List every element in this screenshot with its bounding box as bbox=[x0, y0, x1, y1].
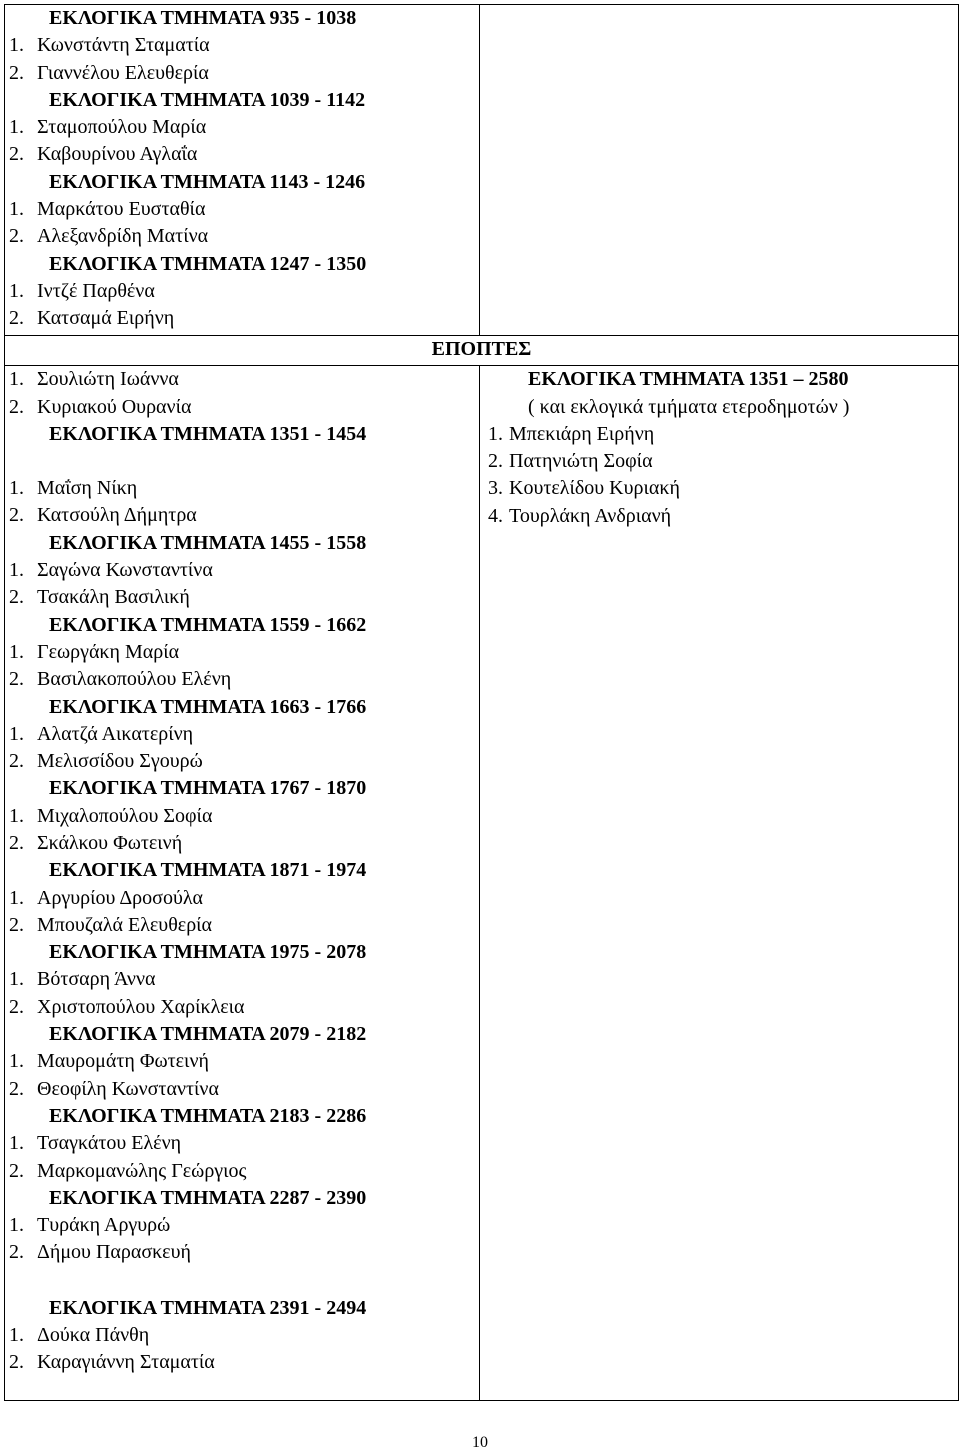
item-name: Γιαννέλου Ελευθερία bbox=[37, 61, 209, 84]
list-item: 2. Κυριακού Ουρανία bbox=[9, 395, 192, 418]
epoptes-title: ΕΠΟΠΤΕΣ bbox=[5, 336, 959, 366]
right-list-item bbox=[484, 448, 958, 475]
list-item bbox=[5, 305, 479, 332]
item-number: 2. bbox=[9, 668, 24, 691]
list-item: 1. Μαΐση Νίκη bbox=[9, 477, 138, 500]
list-item bbox=[5, 1158, 479, 1185]
item-name: Χριστοπούλου Χαρίκλεια bbox=[37, 995, 245, 1018]
section-header: ΕΚΛΟΓΙΚΑ ΤΜΗΜΑΤΑ 1559 - 1662 bbox=[49, 613, 367, 636]
item-name: Αργυρίου Δροσούλα bbox=[37, 886, 204, 909]
item-name: Κουτελίδου Κυριακή bbox=[509, 477, 680, 500]
item-name: Βότσαρη Άννα bbox=[37, 968, 156, 991]
spacer bbox=[5, 1267, 479, 1295]
item-name: Ιντζέ Παρθένα bbox=[37, 279, 155, 302]
list-item bbox=[5, 1048, 479, 1075]
item-name: Μπουζαλά Ελευθερία bbox=[37, 913, 213, 936]
item-name: Γεωργάκη Μαρία bbox=[37, 640, 180, 663]
section-header: ΕΚΛΟΓΙΚΑ ΤΜΗΜΑΤΑ 1247 - 1350 bbox=[49, 252, 367, 275]
item-number: 2. bbox=[9, 750, 24, 773]
item-number: 1. bbox=[9, 198, 24, 221]
item-number: 1. bbox=[9, 804, 24, 827]
item-number: 1. bbox=[9, 279, 24, 302]
item-number: 1. bbox=[9, 722, 24, 745]
list-item bbox=[5, 994, 479, 1021]
section-header: ΕΚΛΟΓΙΚΑ ΤΜΗΜΑΤΑ 1039 - 1142 bbox=[49, 88, 366, 111]
list-item bbox=[5, 639, 479, 666]
list-item bbox=[5, 141, 479, 168]
item-name: Μαρκάτου Ευσταθία bbox=[37, 198, 206, 221]
list-item: 2. Κατσούλη Δήμητρα bbox=[9, 504, 197, 527]
section-header: ΕΚΛΟΓΙΚΑ ΤΜΗΜΑΤΑ 1351 - 1454 bbox=[49, 422, 367, 445]
item-name: Τσακάλη Βασιλική bbox=[37, 586, 190, 609]
item-number: 2. bbox=[9, 913, 24, 936]
item-name: Δήμου Παρασκευή bbox=[37, 1241, 191, 1264]
item-name: Σταμοπούλου Μαρία bbox=[37, 116, 207, 139]
item-name: Μιχαλοπούλου Σοφία bbox=[37, 804, 213, 827]
item-name: Τουρλάκη Ανδριανή bbox=[509, 504, 672, 527]
right-list-item bbox=[484, 475, 958, 502]
section-header: ΕΚΛΟΓΙΚΑ ΤΜΗΜΑΤΑ 1871 - 1974 bbox=[49, 859, 367, 882]
section-header: ΕΚΛΟΓΙΚΑ ΤΜΗΜΑΤΑ 935 - 1038 bbox=[49, 7, 357, 29]
list-item bbox=[5, 885, 479, 912]
row-main bbox=[5, 366, 959, 1401]
list-item bbox=[5, 803, 479, 830]
section-header: ΕΚΛΟΓΙΚΑ ΤΜΗΜΑΤΑ 2079 - 2182 bbox=[49, 1023, 367, 1046]
main-right-list bbox=[480, 366, 958, 530]
item-name: Μαρκομανώλης Γεώργιος bbox=[37, 1159, 247, 1182]
list-item bbox=[5, 196, 479, 223]
list-item bbox=[5, 912, 479, 939]
row-top bbox=[5, 5, 959, 336]
list-item bbox=[5, 721, 479, 748]
list-item: 2. Καραγιάννη Σταματία bbox=[9, 1351, 215, 1374]
spacer bbox=[5, 448, 479, 475]
cell-main-right bbox=[480, 366, 959, 1401]
sections bbox=[5, 530, 479, 1267]
list-item bbox=[5, 114, 479, 141]
right-list-item bbox=[484, 503, 958, 530]
item-number: 1. bbox=[9, 1050, 24, 1073]
list-item bbox=[5, 557, 479, 584]
section-header: ΕΚΛΟΓΙΚΑ ΤΜΗΜΑΤΑ 2183 - 2286 bbox=[49, 1104, 367, 1127]
item-number: 1. bbox=[9, 1132, 24, 1155]
section-header: ΕΚΛΟΓΙΚΑ ΤΜΗΜΑΤΑ 1455 - 1558 bbox=[49, 531, 367, 554]
page-number: 10 bbox=[472, 1434, 488, 1451]
list-item bbox=[5, 966, 479, 993]
list-item bbox=[5, 584, 479, 611]
cell-top-right bbox=[480, 5, 959, 336]
item-name: Πατηνιώτη Σοφία bbox=[509, 450, 653, 473]
list-item bbox=[5, 666, 479, 693]
item-name: Κατσαμά Ειρήνη bbox=[37, 307, 175, 330]
list-item: 1. Δούκα Πάνθη bbox=[9, 1324, 150, 1347]
section-header: ΕΚΛΟΓΙΚΑ ΤΜΗΜΑΤΑ 2287 - 2390 bbox=[49, 1186, 367, 1209]
item-number: 2. bbox=[9, 307, 24, 330]
item-number: 2. bbox=[9, 225, 24, 248]
item-number: 1. bbox=[9, 559, 24, 582]
item-number: 1. bbox=[9, 640, 24, 663]
item-name: Βασιλακοπούλου Ελένη bbox=[37, 668, 232, 691]
item-number: 2. bbox=[488, 450, 503, 473]
right-items bbox=[480, 421, 958, 530]
item-name: Θεοφίλη Κωνσταντίνα bbox=[37, 1077, 219, 1100]
item-name: Μπεκιάρη Ειρήνη bbox=[509, 422, 655, 445]
list-item bbox=[5, 60, 479, 87]
item-number: 4. bbox=[488, 504, 503, 527]
item-number: 1. bbox=[488, 422, 503, 445]
item-number: 2. bbox=[9, 586, 24, 609]
list-item: 1. Σουλιώτη Ιωάννα bbox=[9, 368, 179, 391]
list-item bbox=[5, 748, 479, 775]
section-header: ΕΚΛΟΓΙΚΑ ΤΜΗΜΑΤΑ 1663 - 1766 bbox=[49, 695, 367, 718]
item-name: Αλατζά Αικατερίνη bbox=[37, 722, 194, 745]
item-name: Τυράκη Αργυρώ bbox=[37, 1214, 171, 1237]
assignment-table bbox=[4, 4, 959, 1401]
list-item bbox=[5, 830, 479, 857]
section-header: ΕΚΛΟΓΙΚΑ ΤΜΗΜΑΤΑ 1767 - 1870 bbox=[49, 777, 367, 800]
cell-main-left bbox=[5, 366, 480, 1401]
item-number: 1. bbox=[9, 968, 24, 991]
list-item bbox=[5, 278, 479, 305]
main-left-list bbox=[5, 366, 479, 1376]
item-number: 2. bbox=[9, 143, 24, 166]
list-item bbox=[5, 1130, 479, 1157]
item-number: 1. bbox=[9, 34, 24, 57]
item-number: 2. bbox=[9, 1241, 24, 1264]
list-item bbox=[5, 1076, 479, 1103]
item-name: Σκάλκου Φωτεινή bbox=[37, 832, 183, 854]
item-number: 2. bbox=[9, 61, 24, 84]
item-name: Μαυρομάτη Φωτεινή bbox=[37, 1050, 209, 1073]
item-name: Τσαγκάτου Ελένη bbox=[37, 1132, 182, 1155]
item-name: Σαγώνα Κωνσταντίνα bbox=[37, 559, 213, 582]
list-item bbox=[5, 1212, 479, 1239]
item-number: 1. bbox=[9, 116, 24, 139]
cell-top-left bbox=[5, 5, 480, 336]
item-number: 2. bbox=[9, 1159, 24, 1182]
list-item bbox=[5, 1239, 479, 1266]
section-header: ΕΚΛΟΓΙΚΑ ΤΜΗΜΑΤΑ 1143 - 1246 bbox=[49, 170, 366, 193]
right-list-item bbox=[484, 421, 958, 448]
row-epoptes bbox=[5, 336, 959, 366]
section-header: ΕΚΛΟΓΙΚΑ ΤΜΗΜΑΤΑ 1975 - 2078 bbox=[49, 941, 367, 964]
right-header: ΕΚΛΟΓΙΚΑ ΤΜΗΜΑΤΑ 1351 – 2580 bbox=[528, 368, 849, 391]
top-left-list bbox=[5, 5, 479, 333]
item-number: 2. bbox=[9, 1077, 24, 1100]
list-item bbox=[5, 32, 479, 59]
item-number: 2. bbox=[9, 832, 24, 854]
item-number: 1. bbox=[9, 1214, 24, 1237]
item-name: Μελισσίδου Σγουρώ bbox=[37, 750, 203, 773]
list-item bbox=[5, 223, 479, 250]
item-name: Κωνστάντη Σταματία bbox=[37, 34, 210, 57]
item-number: 1. bbox=[9, 886, 24, 909]
section-header: ΕΚΛΟΓΙΚΑ ΤΜΗΜΑΤΑ 2391 - 2494 bbox=[49, 1296, 367, 1319]
item-name: Καβουρίνου Αγλαΐα bbox=[37, 143, 198, 166]
item-number: 2. bbox=[9, 995, 24, 1018]
right-subheader: ( και εκλογικά τμήματα ετεροδημοτών ) bbox=[528, 395, 850, 418]
item-number: 3. bbox=[488, 477, 503, 500]
item-name: Αλεξανδρίδη Ματίνα bbox=[37, 225, 209, 248]
